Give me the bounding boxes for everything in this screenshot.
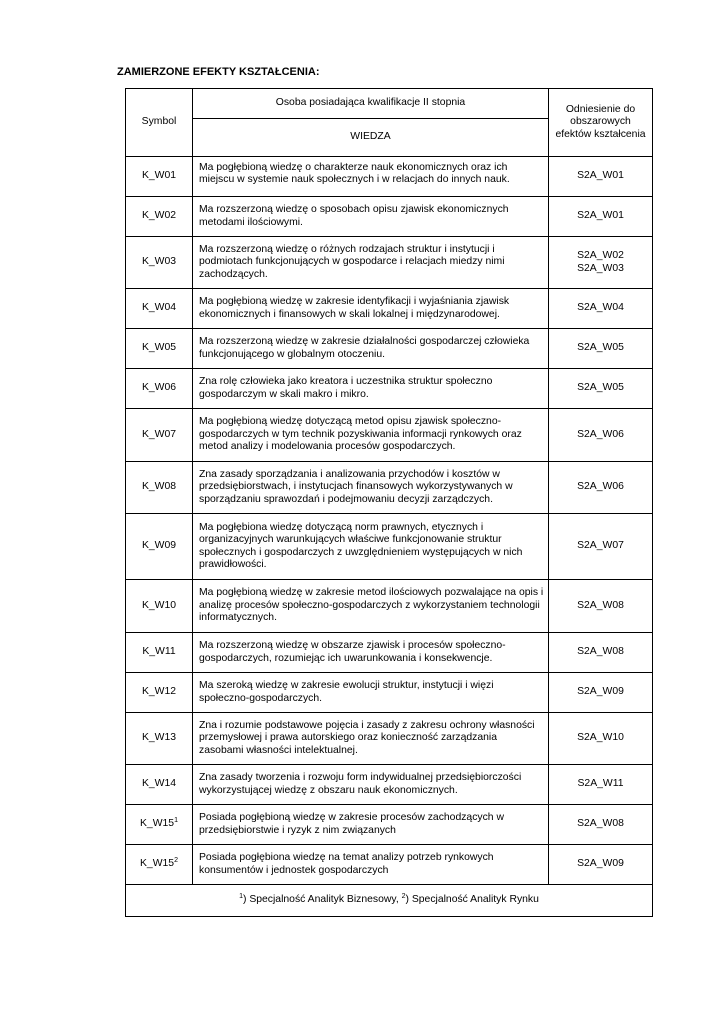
row-symbol xyxy=(126,289,193,329)
reference-code: S2A_W11 xyxy=(577,778,624,790)
learning-outcomes-table xyxy=(125,88,653,917)
reference-code: S2A_W05 xyxy=(577,382,624,394)
table-row xyxy=(126,462,653,514)
row-reference xyxy=(549,329,653,369)
symbol-text: K_W05 xyxy=(141,342,177,354)
row-reference xyxy=(549,805,653,845)
row-description: Ma pogłębioną wiedzę w zakresie metod ilościowych pozwalające na opis i analizę procesów społeczno-gospodarczych z wykorzystaniem technologii informatycznych. xyxy=(193,580,549,633)
footnote-text-1: ) Specjalność Analityk Biznesowy, xyxy=(242,894,402,906)
header-row xyxy=(126,89,653,119)
table-row xyxy=(126,580,653,633)
reference-code: S2A_W10 xyxy=(577,732,624,744)
table-row xyxy=(126,805,653,845)
row-reference xyxy=(549,673,653,713)
reference-code: S2A_W06 xyxy=(577,481,624,493)
row-reference xyxy=(549,514,653,580)
symbol-text: K_W03 xyxy=(141,256,177,268)
symbol-text: K_W10 xyxy=(141,599,177,611)
row-symbol xyxy=(126,157,193,197)
symbol-text: K_W14 xyxy=(141,778,177,790)
specialization-footnote xyxy=(126,885,653,917)
row-description: Ma pogłębioną wiedzę o charakterze nauk ekonomicznych oraz ich miejscu w systemie nauk społecznych i w relacjach do innych nauk. xyxy=(193,157,549,197)
row-description: Zna i rozumie podstawowe pojęcia i zasady z zakresu ochrony własności przemysłowej i prawa autorskiego oraz konieczność zarządzania zasobami własności intelektualnej. xyxy=(193,713,549,765)
row-symbol xyxy=(126,673,193,713)
table-row xyxy=(126,765,653,805)
reference-code: S2A_W02 xyxy=(577,250,624,262)
row-symbol xyxy=(126,580,193,633)
row-description: Posiada pogłębioną wiedzę w zakresie procesów zachodzących w przedsiębiorstwie i ryzyk z nim związanych xyxy=(193,805,549,845)
footnote-marker-2: 2 xyxy=(401,893,406,901)
symbol-text: K_W12 xyxy=(141,686,177,698)
symbol-text: K_W13 xyxy=(141,732,177,744)
header-reference: Odniesienie do obszarowych efektów kształcenia xyxy=(549,89,653,157)
table-row xyxy=(126,673,653,713)
row-description: Ma szeroką wiedzę w zakresie ewolucji struktur, instytucji i więzi społeczno-gospodarczych. xyxy=(193,673,549,713)
header-qualification: Osoba posiadająca kwalifikacje II stopnia xyxy=(193,89,549,119)
row-symbol xyxy=(126,713,193,765)
row-description: Ma rozszerzoną wiedzę o sposobach opisu zjawisk ekonomicznych metodami ilościowymi. xyxy=(193,197,549,237)
table-row xyxy=(126,157,653,197)
header-symbol: Symbol xyxy=(126,89,193,157)
reference-code: S2A_W08 xyxy=(577,818,624,830)
footnote-text-2: ) Specjalność Analityk Rynku xyxy=(405,894,539,906)
symbol-footnote-marker: 2 xyxy=(174,857,178,865)
reference-code: S2A_W09 xyxy=(577,686,624,698)
row-reference xyxy=(549,633,653,673)
table-row xyxy=(126,369,653,409)
row-reference xyxy=(549,289,653,329)
symbol-text: K_W07 xyxy=(141,428,177,440)
table-row xyxy=(126,237,653,289)
table-row xyxy=(126,713,653,765)
row-symbol xyxy=(126,329,193,369)
table-row xyxy=(126,197,653,237)
row-description: Zna zasady tworzenia i rozwoju form indywidualnej przedsiębiorczości wykorzystującej wiedzę z obszaru nauk ekonomicznych. xyxy=(193,765,549,805)
reference-code: S2A_W03 xyxy=(577,262,624,274)
row-reference xyxy=(549,409,653,462)
row-reference xyxy=(549,197,653,237)
symbol-text: K_W11 xyxy=(142,646,176,658)
reference-code: S2A_W07 xyxy=(577,540,624,552)
row-reference xyxy=(549,765,653,805)
row-description: Posiada pogłębiona wiedzę na temat analizy potrzeb rynkowych konsumentów i jednostek gospodarczych xyxy=(193,845,549,885)
row-symbol xyxy=(126,514,193,580)
row-symbol xyxy=(126,633,193,673)
row-description: Ma pogłębioną wiedzę w zakresie identyfikacji i wyjaśniania zjawisk ekonomicznych i finansowych w skali lokalnej i międzynarodowej. xyxy=(193,289,549,329)
row-description: Zna rolę człowieka jako kreatora i uczestnika struktur społeczno gospodarczym w skali makro i mikro. xyxy=(193,369,549,409)
reference-code: S2A_W08 xyxy=(577,646,624,658)
symbol-text: K_W15 xyxy=(140,858,175,870)
reference-code: S2A_W09 xyxy=(577,858,624,870)
row-reference xyxy=(549,369,653,409)
reference-code: S2A_W08 xyxy=(577,599,624,611)
symbol-text: K_W15 xyxy=(140,818,175,830)
row-reference xyxy=(549,580,653,633)
table-row xyxy=(126,329,653,369)
row-symbol xyxy=(126,765,193,805)
symbol-text: K_W04 xyxy=(141,302,177,314)
reference-code: S2A_W01 xyxy=(577,210,624,222)
row-symbol xyxy=(126,237,193,289)
row-reference xyxy=(549,237,653,289)
row-description: Ma pogłębiona wiedzę dotyczącą norm prawnych, etycznych i organizacyjnych warunkujących właściwe funkcjonowanie struktur społecznych i gospodarczych z uwzględnieniem występujących w nich prawidłowości. xyxy=(193,514,549,580)
table-row xyxy=(126,633,653,673)
symbol-text: K_W06 xyxy=(141,382,177,394)
row-symbol xyxy=(126,409,193,462)
table-row xyxy=(126,289,653,329)
row-symbol xyxy=(126,197,193,237)
reference-code: S2A_W04 xyxy=(577,302,624,314)
row-reference xyxy=(549,157,653,197)
symbol-text: K_W09 xyxy=(141,540,177,552)
row-description: Zna zasady sporządzania i analizowania przychodów i kosztów w przedsiębiorstwach, i instytucjach finansowych wykorzystywanych w sporządzaniu sprawozdań i podejmowaniu decyzji zarządczych. xyxy=(193,462,549,514)
table-row xyxy=(126,514,653,580)
row-reference xyxy=(549,713,653,765)
header-knowledge: WIEDZA xyxy=(193,119,549,157)
symbol-footnote-marker: 1 xyxy=(174,817,178,825)
row-description: Ma pogłębioną wiedzę dotyczącą metod opisu zjawisk społeczno-gospodarczych w tym technik pozyskiwania informacji rynkowych oraz metod analizy i modelowania procesów gospodarczych. xyxy=(193,409,549,462)
row-symbol xyxy=(126,805,193,845)
row-reference xyxy=(549,845,653,885)
row-symbol xyxy=(126,369,193,409)
row-description: Ma rozszerzoną wiedzę w obszarze zjawisk i procesów społeczno-gospodarczych, rozumiejąc ich uwarunkowania i konsekwencje. xyxy=(193,633,549,673)
table-row xyxy=(126,409,653,462)
symbol-text: K_W01 xyxy=(141,170,177,182)
row-description: Ma rozszerzoną wiedzę o różnych rodzajach struktur i instytucji i podmiotach funkcjonujących w gospodarce i relacjach miedzy nimi zachodzących. xyxy=(193,237,549,289)
reference-code: S2A_W06 xyxy=(577,428,624,440)
footer-row xyxy=(126,885,653,917)
row-symbol xyxy=(126,845,193,885)
symbol-text: K_W02 xyxy=(141,210,177,222)
page-heading: ZAMIERZONE EFEKTY KSZTAŁCENIA: xyxy=(117,66,320,78)
footnote-marker-1: 1 xyxy=(239,893,243,901)
symbol-text: K_W08 xyxy=(141,481,177,493)
row-reference xyxy=(549,462,653,514)
table-row xyxy=(126,845,653,885)
row-symbol xyxy=(126,462,193,514)
row-description: Ma rozszerzoną wiedzę w zakresie działalności gospodarczej człowieka funkcjonującego w globalnym otoczeniu. xyxy=(193,329,549,369)
reference-code: S2A_W05 xyxy=(577,342,624,354)
reference-code: S2A_W01 xyxy=(577,170,624,182)
